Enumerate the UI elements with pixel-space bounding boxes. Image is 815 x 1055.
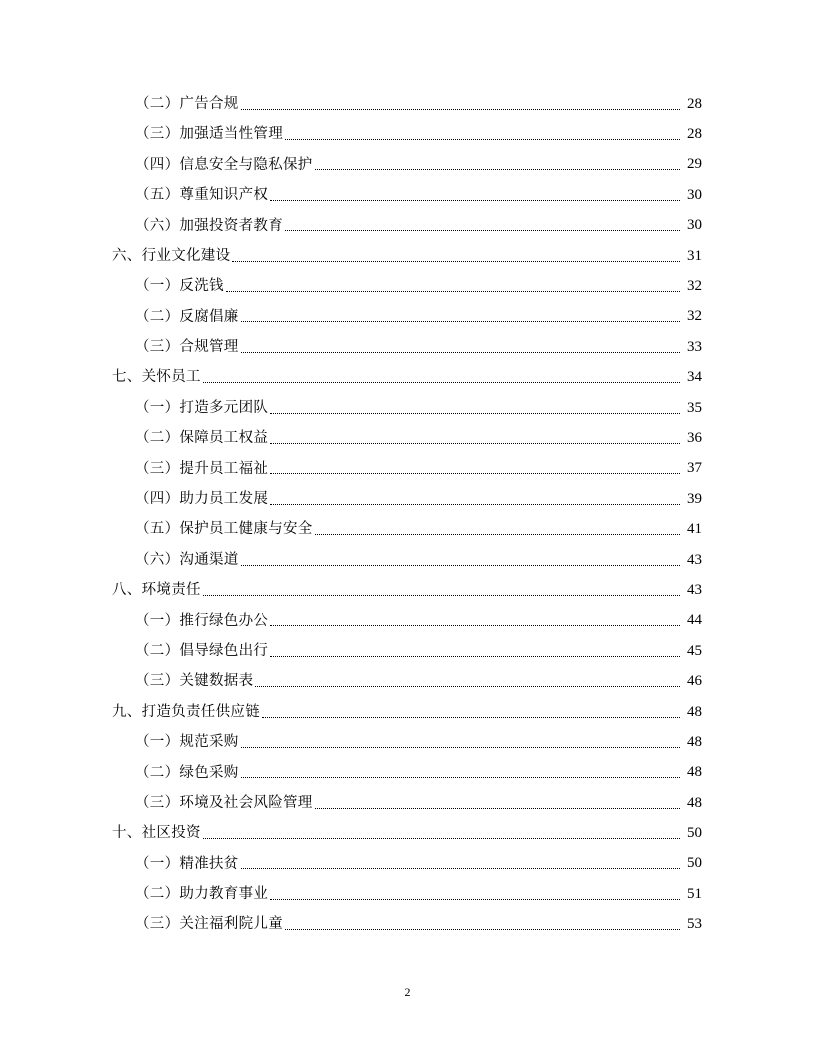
toc-dot-leader (270, 625, 680, 626)
toc-dot-leader (241, 352, 680, 353)
toc-entry-label: 十、社区投资 (112, 825, 201, 842)
toc-entry-label: （一）打造多元团队 (135, 399, 269, 416)
toc-entry[interactable] (0, 697, 815, 727)
toc-entry-page: 50 (687, 855, 702, 872)
toc-entry-label: （四）信息安全与隐私保护 (135, 156, 313, 173)
toc-entry-label: 六、行业文化建设 (112, 247, 231, 264)
toc-entry-page: 45 (687, 642, 702, 659)
toc-entry-page: 48 (687, 794, 702, 811)
toc-dot-leader (270, 200, 680, 201)
toc-entry-page: 31 (687, 247, 702, 264)
toc-entry[interactable] (0, 575, 815, 605)
toc-dot-leader (270, 443, 680, 444)
toc-entry[interactable] (0, 393, 815, 423)
toc-entry-page: 48 (687, 764, 702, 781)
toc-entry-label: （三）关注福利院儿童 (135, 916, 283, 933)
toc-entry[interactable] (0, 363, 815, 393)
toc-entry-page: 50 (687, 825, 702, 842)
toc-entry-label: 七、关怀员工 (112, 369, 201, 386)
toc-entry-label: （三）合规管理 (135, 339, 239, 356)
toc-dot-leader (241, 321, 680, 322)
toc-entry[interactable] (0, 89, 815, 119)
toc-dot-leader (285, 139, 680, 140)
toc-entry-label: （四）助力员工发展 (135, 491, 269, 508)
toc-dot-leader (203, 382, 680, 383)
toc-entry-label: （五）尊重知识产权 (135, 187, 269, 204)
toc-entry-label: （三）关键数据表 (135, 673, 254, 690)
toc-entry[interactable] (0, 332, 815, 362)
toc-entry-label: （六）沟通渠道 (135, 551, 239, 568)
toc-entry-page: 30 (687, 217, 702, 234)
toc-dot-leader (241, 747, 680, 748)
toc-entry-page: 43 (687, 551, 702, 568)
toc-entry-page: 44 (687, 612, 702, 629)
toc-entry-page: 53 (687, 916, 702, 933)
toc-dot-leader (241, 565, 680, 566)
toc-dot-leader (241, 868, 680, 869)
toc-entry-label: （三）加强适当性管理 (135, 126, 283, 143)
toc-dot-leader (203, 595, 680, 596)
toc-dot-leader (232, 261, 680, 262)
toc-dot-leader (315, 169, 680, 170)
toc-entry[interactable] (0, 818, 815, 848)
toc-dot-leader (270, 899, 680, 900)
toc-dot-leader (315, 534, 680, 535)
toc-dot-leader (315, 808, 680, 809)
toc-entry-label: （二）倡导绿色出行 (135, 642, 269, 659)
toc-entry-label: （二）助力教育事业 (135, 886, 269, 903)
toc-entry[interactable] (0, 727, 815, 757)
toc-entry-page: 36 (687, 429, 702, 446)
toc-dot-leader (241, 777, 680, 778)
toc-entry-page: 33 (687, 338, 702, 355)
toc-entry-label: （二）保障员工权益 (135, 430, 269, 447)
toc-entry-page: 30 (687, 186, 702, 203)
toc-entry[interactable] (0, 211, 815, 241)
toc-entry-page: 48 (687, 733, 702, 750)
toc-entry[interactable] (0, 302, 815, 332)
toc-entry[interactable] (0, 849, 815, 879)
toc-entry-page: 41 (687, 521, 702, 538)
toc-entry[interactable] (0, 879, 815, 909)
toc-entry[interactable] (0, 454, 815, 484)
toc-entry-label: （六）加强投资者教育 (135, 217, 283, 234)
toc-dot-leader (270, 504, 680, 505)
toc-dot-leader (270, 413, 680, 414)
toc-entry[interactable] (0, 636, 815, 666)
toc-entry-page: 29 (687, 156, 702, 173)
toc-entry-page: 43 (687, 581, 702, 598)
toc-entry-label: 九、打造负责任供应链 (112, 703, 260, 720)
toc-dot-leader (285, 230, 680, 231)
toc-entry-page: 46 (687, 673, 702, 690)
toc-entry-page: 28 (687, 126, 702, 143)
toc-entry[interactable] (0, 271, 815, 301)
toc-entry-label: （二）绿色采购 (135, 764, 239, 781)
toc-entry-page: 35 (687, 399, 702, 416)
toc-entry[interactable] (0, 150, 815, 180)
toc-dot-leader (262, 717, 680, 718)
toc-entry-label: （二）广告合规 (135, 95, 239, 112)
toc-entry-page: 48 (687, 703, 702, 720)
toc-dot-leader (255, 686, 680, 687)
toc-entry[interactable] (0, 241, 815, 271)
toc-entry-label: （一）反洗钱 (135, 278, 224, 295)
toc-entry[interactable] (0, 514, 815, 544)
toc-dot-leader (203, 838, 680, 839)
toc-entry-page: 32 (687, 278, 702, 295)
toc-entry-label: （三）提升员工福祉 (135, 460, 269, 477)
table-of-contents (0, 89, 815, 940)
toc-dot-leader (241, 109, 680, 110)
toc-entry[interactable] (0, 788, 815, 818)
toc-entry-label: （三）环境及社会风险管理 (135, 794, 313, 811)
toc-entry-label: （一）规范采购 (135, 734, 239, 751)
toc-entry-label: （二）反腐倡廉 (135, 308, 239, 325)
toc-entry-label: （一）推行绿色办公 (135, 612, 269, 629)
toc-entry-page: 51 (687, 885, 702, 902)
toc-entry[interactable] (0, 666, 815, 696)
toc-entry[interactable] (0, 606, 815, 636)
toc-dot-leader (285, 929, 680, 930)
toc-dot-leader (270, 473, 680, 474)
toc-entry-page: 39 (687, 490, 702, 507)
toc-entry[interactable] (0, 119, 815, 149)
toc-entry[interactable] (0, 180, 815, 210)
toc-entry-label: 八、环境责任 (112, 582, 201, 599)
toc-entry-page: 32 (687, 308, 702, 325)
toc-dot-leader (226, 291, 680, 292)
toc-entry-label: （五）保护员工健康与安全 (135, 521, 313, 538)
toc-entry-page: 28 (687, 95, 702, 112)
page-number: 2 (404, 985, 411, 999)
toc-dot-leader (270, 656, 680, 657)
toc-entry[interactable] (0, 545, 815, 575)
toc-entry-label: （一）精准扶贫 (135, 855, 239, 872)
toc-entry[interactable] (0, 484, 815, 514)
toc-entry-page: 34 (687, 369, 702, 386)
toc-entry[interactable] (0, 423, 815, 453)
toc-entry-page: 37 (687, 460, 702, 477)
toc-entry[interactable] (0, 758, 815, 788)
toc-entry[interactable] (0, 910, 815, 940)
